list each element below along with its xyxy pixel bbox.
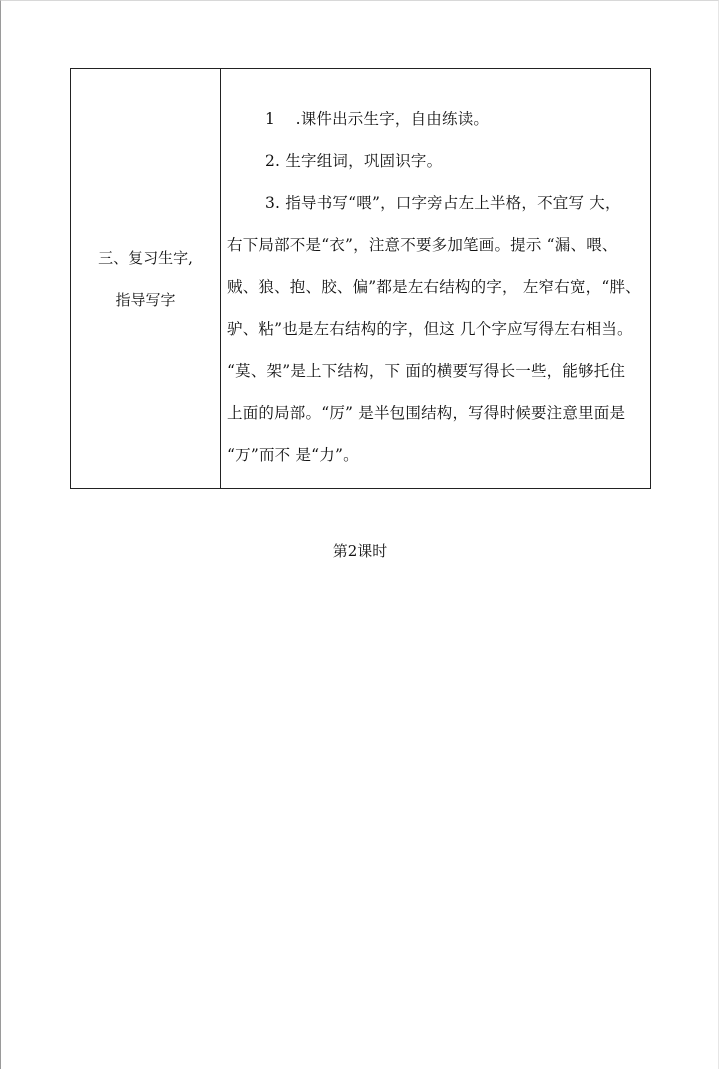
- content-line-9: “万”而不 是“力”。: [227, 446, 359, 464]
- content-line-6: 驴、粘”也是左右结构的字，但这 几个字应写得左右相当。: [227, 320, 633, 338]
- content-line-4: 右下局部不是“衣”，注意不要多加笔画。提示 “漏、喂、: [227, 236, 618, 254]
- content-cell: [221, 69, 650, 488]
- content-line-2: 2. 生字组词，巩固识字。: [265, 152, 443, 170]
- section-title-line2: 指导写字: [115, 290, 176, 309]
- content-line-5: 贼、狼、抱、胶、偏”都是左右结构的字， 左窄右宽，“胖、: [227, 278, 641, 296]
- lesson-label: 第2课时: [332, 542, 388, 560]
- lesson-table: [70, 68, 651, 489]
- section-cell: [71, 69, 221, 488]
- section-title-line1: 三、复习生字,: [98, 248, 193, 267]
- content-line-7: “莫、架”是上下结构，下 面的横要写得长一些，能够托住: [227, 362, 626, 380]
- content-line-8: 上面的局部。“厉” 是半包围结构，写得时候要注意里面是: [227, 404, 626, 422]
- content-line-1: 1 .课件出示生字，自由练读。: [265, 110, 490, 128]
- content-line-3: 3. 指导书写“喂”，口字旁占左上半格，不宜写 大，: [265, 194, 621, 212]
